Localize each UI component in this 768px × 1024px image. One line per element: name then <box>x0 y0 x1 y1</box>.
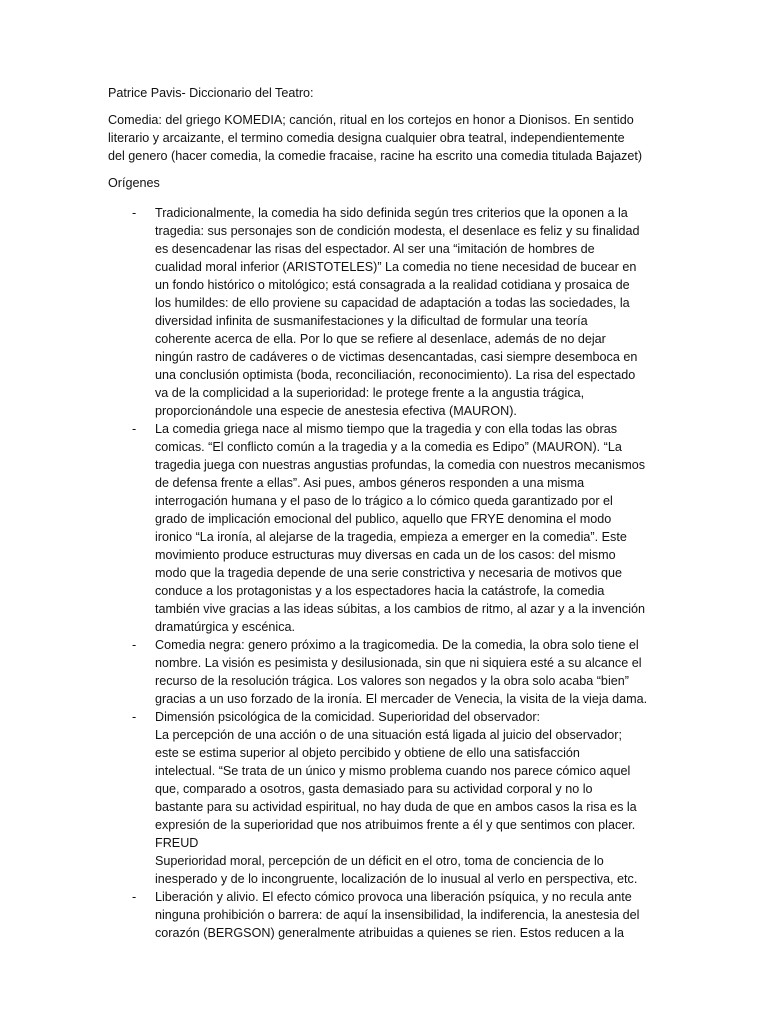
intro-line: Comedia: del griego KOMEDIA; canción, ritual en los cortejos en honor a Dionisos. En sentido <box>108 113 634 127</box>
list-item-line: que, comparado a osotros, gasta demasiado para su actividad corporal y no lo <box>155 782 593 796</box>
list-item-line: corazón (BERGSON) generalmente atribuidas a quienes se rien. Estos reducen a la <box>155 926 625 940</box>
list-item-line: dramatúrgica y escénica. <box>155 620 295 634</box>
list-item-line: Liberación y alivio. El efecto cómico provoca una liberación psíquica, y no recula ante <box>155 890 632 904</box>
list-item-line: ningún rastro de cadáveres o de victimas desencantadas, casi siempre desemboca en <box>155 350 638 364</box>
intro-line: del genero (hacer comedia, la comedie fracaise, racine ha escrito una comedia titulada Bajazet) <box>108 149 643 163</box>
list-item-line: tragedia juega con nuestras angustias profundas, la comedia con nuestros mecanismos <box>155 458 646 472</box>
list-item <box>108 420 668 636</box>
list-item-line: diversidad infinita de susmanifestaciones y la dificultad de formular una teoría <box>155 314 588 328</box>
list-item-line: tragedia: sus personajes son de condición modesta, el desenlace es feliz y su finalidad <box>155 224 640 238</box>
list-item-line: un fondo histórico o mitológico; está consagrada a la realidad cotidiana y prosaica de <box>155 278 630 292</box>
list-item-line: La comedia griega nace al mismo tiempo que la tragedia y con ella todas las obras <box>155 422 618 436</box>
list-item-line: Dimensión psicológica de la comicidad. Superioridad del observador: <box>155 710 541 724</box>
list-item-line: intelectual. “Se trata de un único y mismo problema cuando nos parece cómico aquel <box>155 764 631 778</box>
bullet-list <box>108 204 668 942</box>
list-item-line: conduce a los protagonistas y a los espectadores hacia la catástrofe, la comedia <box>155 584 605 598</box>
bullet-dash: - <box>132 890 137 904</box>
list-item-line: Tradicionalmente, la comedia ha sido definida según tres criterios que la oponen a la <box>155 206 628 220</box>
list-item-line: nombre. La visión es pesimista y desilusionada, sin que ni siquiera esté a su alcance el <box>155 656 642 670</box>
list-item <box>108 636 668 708</box>
bullet-dash: - <box>132 422 137 436</box>
list-item-line: ironico “La ironía, al alejarse de la tragedia, empieza a emerger en la comedia”. Este <box>155 530 627 544</box>
list-item-line: expresión de la superioridad que nos atribuimos frente a él y que sentimos con placer. <box>155 818 636 832</box>
list-item-line: los humildes: de ello proviene su capacidad de adaptación a todas las sociedades, la <box>155 296 630 310</box>
list-item-line: interrogación humana y el paso de lo trágico a lo cómico queda garantizado por el <box>155 494 613 508</box>
list-item-line: grado de implicación emocional del publico, aquello que FRYE denomina el modo <box>155 512 612 526</box>
intro-line: literario y arcaizante, el termino comedia designa cualquier obra teatral, independientemente <box>108 131 625 145</box>
list-item-line: bastante para su actividad espiritual, no hay duda de que en ambos casos la risa es la <box>155 800 637 814</box>
list-item-line: Comedia negra: genero próximo a la tragicomedia. De la comedia, la obra solo tiene el <box>155 638 639 652</box>
list-item-line: es desencadenar las risas del espectador. Al ser una “imitación de hombres de <box>155 242 595 256</box>
document-page <box>108 84 668 942</box>
list-item-line: comicas. “El conflicto común a la tragedia y a la comedia es Edipo” (MAURON). “La <box>155 440 622 454</box>
list-item-line: una conclusión optimista (boda, reconciliación, reconocimiento). La risa del espectado <box>155 368 636 382</box>
list-item-line: movimiento produce estructuras muy diversas en cada un de los casos: del mismo <box>155 548 616 562</box>
document-title: Patrice Pavis- Diccionario del Teatro: <box>108 86 314 100</box>
list-item-line: de defensa frente a ellas”. Asi pues, ambos géneros responden a una misma <box>155 476 585 490</box>
list-item-line: modo que la tragedia depende de una serie constrictiva y necesaria de motivos que <box>155 566 622 580</box>
bullet-dash: - <box>132 710 137 724</box>
bullet-dash: - <box>132 638 137 652</box>
list-item-line: cualidad moral inferior (ARISTOTELES)” La comedia no tiene necesidad de bucear en <box>155 260 637 274</box>
section-heading: Orígenes <box>108 176 160 190</box>
list-item-line: La percepción de una acción o de una situación está ligada al juicio del observador; <box>155 728 622 742</box>
list-item-line: también vive gracias a las ideas súbitas, a los cambios de ritmo, al azar y a la invención <box>155 602 645 616</box>
list-item-line: coherente acerca de ella. Por lo que se refiere al desenlace, además de no dejar <box>155 332 606 346</box>
list-item-line: recurso de la resolución trágica. Los valores son negados y la obra solo acaba “bien” <box>155 674 629 688</box>
list-item-line: este se estima superior al objeto percibido y obtiene de ello una satisfacción <box>155 746 580 760</box>
bullet-dash: - <box>132 206 137 220</box>
list-item-line: FREUD <box>155 836 199 850</box>
intro-paragraph <box>108 111 668 165</box>
list-item <box>108 888 668 942</box>
list-item <box>108 204 668 420</box>
list-item-line: gracias a un uso forzado de la ironía. El mercader de Venecia, la visita de la vieja dama. <box>155 692 648 706</box>
list-item-line: inesperado y de lo incongruente, localización de lo inusual al verlo en perspectiva, etc. <box>155 872 638 886</box>
list-item-line: proporcionándole una especie de anestesia efectiva (MAURON). <box>155 404 517 418</box>
list-item-line: Superioridad moral, percepción de un déficit en el otro, toma de conciencia de lo <box>155 854 604 868</box>
list-item-line: va de la complicidad a la superioridad: le protege frente a la angustia trágica, <box>155 386 585 400</box>
list-item-line: ninguna prohibición o barrera: de aquí la insensibilidad, la indiferencia, la anestesia del <box>155 908 640 922</box>
list-item <box>108 708 668 888</box>
